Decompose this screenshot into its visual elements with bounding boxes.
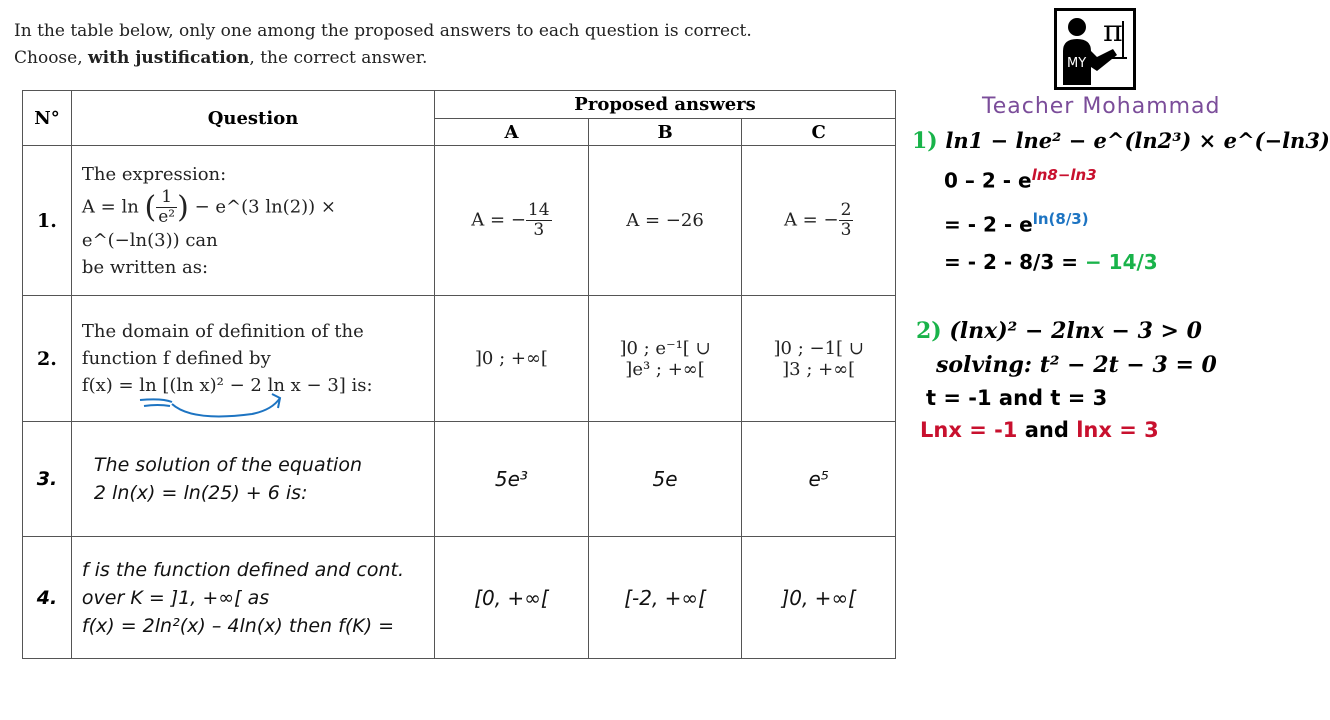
question-line: The domain of definition of the — [81, 321, 364, 342]
step-text: = - 2 - e — [944, 212, 1033, 237]
log-root-a: Lnx = -1 — [920, 418, 1018, 442]
question-text — [71, 537, 434, 659]
question-line: over K = ]1, +∞[ as — [81, 586, 270, 609]
header-b: B — [588, 119, 742, 146]
answer-a: [0, +∞[ — [435, 537, 589, 659]
instructions — [14, 18, 752, 72]
solution-1-header — [912, 128, 1330, 154]
answer-a — [435, 146, 589, 296]
answer-a: ]0 ; +∞[ — [435, 296, 589, 422]
answer-c — [742, 296, 896, 422]
table-row — [23, 296, 896, 422]
step-exponent: ln8−ln3 — [1031, 166, 1097, 184]
table-row — [23, 537, 896, 659]
answer-b: A = −26 — [588, 146, 742, 296]
question-line: be written as: — [81, 256, 209, 278]
header-c: C — [742, 119, 896, 146]
handwritten-annotation — [132, 388, 292, 422]
answer-line: ]0 ; −1[ ∪ — [773, 337, 864, 359]
logo-symbol: π — [1103, 14, 1123, 49]
question-number: 1. — [23, 146, 72, 296]
instructions-text: Choose, — [14, 48, 89, 68]
header-number: N° — [23, 91, 72, 146]
fraction — [156, 188, 177, 227]
fraction-bottom: 3 — [840, 220, 852, 240]
solution-2-solving: solving: t² − 2t − 3 = 0 — [936, 352, 1217, 378]
header-proposed-answers: Proposed answers — [435, 91, 896, 119]
solution-2-header — [916, 318, 1202, 344]
step-text: = - 2 - 8/3 = — [944, 250, 1085, 274]
question-number: 2. — [23, 296, 72, 422]
answer-b: 5e — [588, 422, 742, 537]
question-line: f is the function defined and cont. — [81, 558, 404, 581]
table-row — [23, 422, 896, 537]
solution-number: 1) — [912, 128, 938, 154]
solution-1-step-1 — [944, 166, 1097, 193]
question-line: function f defined by — [81, 348, 271, 369]
table-row — [23, 146, 896, 296]
answer-c — [742, 146, 896, 296]
answer-line: ]3 ; +∞[ — [782, 358, 856, 380]
answer-prefix: A = − — [471, 209, 526, 231]
expr-part: − e^(3 ln(2)) × e^(−ln(3)) can — [81, 196, 336, 251]
answer-line: ]e³ ; +∞[ — [625, 358, 705, 380]
fraction — [839, 201, 854, 240]
question-text — [71, 296, 434, 422]
answer-c: ]0, +∞[ — [742, 537, 896, 659]
solution-2-log-roots — [920, 418, 1159, 442]
answer-c: e⁵ — [742, 422, 896, 537]
logo-text: MY — [1067, 56, 1087, 71]
channel-name: Teacher Mohammad — [982, 94, 1221, 119]
question-line: The solution of the equation — [93, 454, 362, 476]
solution-expression: ln1 − lne² − e^(ln2³) × e^(−ln3) — [945, 128, 1330, 153]
question-text — [71, 146, 434, 296]
answer-prefix: A = − — [783, 209, 839, 231]
solution-2-roots: t = -1 and t = 3 — [926, 386, 1108, 410]
question-line — [82, 188, 424, 254]
answer-line: ]0 ; e⁻¹[ ∪ — [619, 337, 711, 359]
header-a: A — [435, 119, 589, 146]
question-number: 4. — [23, 537, 72, 659]
question-number: 3. — [23, 422, 72, 537]
answer-b: [-2, +∞[ — [588, 537, 742, 659]
step-exponent: ln(8/3) — [1032, 210, 1089, 228]
question-line: The expression: — [81, 163, 227, 185]
question-line: f(x) = 2ln²(x) – 4ln(x) then f(K) = — [81, 614, 395, 637]
question-text — [71, 422, 434, 537]
step-result: − 14/3 — [1084, 250, 1158, 274]
solution-1-step-2 — [944, 210, 1089, 237]
fraction-bottom: 3 — [533, 220, 545, 240]
question-line: f(x) = ln [(ln x)² − 2 ln x − 3] is: — [81, 375, 373, 396]
channel-logo — [1054, 8, 1136, 90]
step-text: 0 – 2 - e — [944, 168, 1032, 193]
teacher-board-icon — [1057, 11, 1133, 87]
fraction-top: 2 — [840, 200, 852, 220]
fraction-top: 1 — [156, 188, 177, 208]
paren-open: ( — [144, 189, 157, 225]
instructions-line-2 — [14, 45, 752, 72]
paren-close: ) — [177, 189, 189, 225]
fraction-bottom: e² — [158, 206, 176, 227]
question-table — [22, 90, 896, 659]
conjunction: and — [1017, 418, 1077, 442]
answer-b — [588, 296, 742, 422]
instructions-bold: with justification — [88, 48, 250, 68]
solution-expression: (lnx)² − 2lnx − 3 > 0 — [949, 318, 1202, 344]
header-question: Question — [71, 91, 434, 146]
instructions-text-end: , the correct answer. — [249, 48, 428, 68]
fraction-top: 14 — [527, 200, 550, 220]
fraction — [526, 201, 552, 240]
expr-part: A = ln — [81, 196, 145, 217]
question-line: 2 ln(x) = ln(25) + 6 is: — [93, 482, 308, 504]
log-root-b: lnx = 3 — [1076, 418, 1159, 442]
answer-a: 5e³ — [435, 422, 589, 537]
solution-number: 2) — [916, 318, 942, 344]
instructions-line-1: In the table below, only one among the proposed answers to each question is correct. — [14, 21, 752, 41]
solution-1-step-3 — [944, 250, 1158, 274]
